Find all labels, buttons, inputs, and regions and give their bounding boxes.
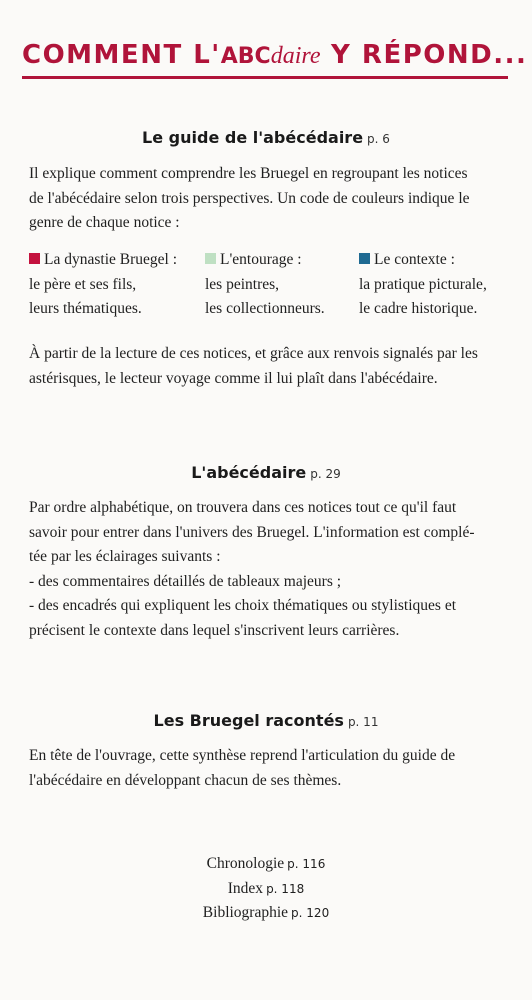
text-line: Par ordre alphabétique, on trouvera dans ces notices tout ce qu'il faut	[29, 499, 457, 516]
appendix-label: Index	[227, 879, 264, 897]
text-line: précisent le contexte dans lequel s'inscrivent leurs carrières.	[29, 621, 400, 639]
category-label-line	[205, 248, 325, 273]
appendix-item-chronologie	[0, 852, 532, 877]
list-item: - des encadrés qui expliquent les choix thématiques ou stylistiques et	[29, 597, 457, 614]
section-title-text: L'abécédaire	[191, 463, 307, 482]
text-line: Il explique comment comprendre les Bruegel en regroupant les notices	[29, 165, 468, 182]
text-line: l'abécédaire en développant chacun de ses thèmes.	[29, 771, 342, 789]
section-title-guide	[0, 128, 532, 147]
header-abc: ABC	[220, 44, 271, 69]
category-line: le père et ses fils,	[29, 275, 137, 293]
page-header	[22, 40, 528, 70]
section-title-abecedaire	[0, 463, 532, 482]
category-label-line	[29, 248, 177, 273]
text-line: genre de chaque notice :	[29, 214, 180, 231]
appendix-page-ref: p. 116	[287, 857, 326, 871]
category-column-dynasty	[29, 248, 177, 322]
guide-intro-paragraph	[29, 162, 497, 236]
text-line: À partir de la lecture de ces notices, et grâce aux renvois signalés par les	[29, 345, 478, 362]
section-title-racontes	[0, 711, 532, 730]
appendix-item-index	[0, 877, 532, 902]
section-page-ref: p. 6	[367, 132, 390, 146]
text-line: astérisques, le lecteur voyage comme il lui plaît dans l'abécédaire.	[29, 369, 438, 387]
header-text-part2: Y RÉPOND...	[320, 40, 528, 70]
racontes-paragraph	[29, 744, 497, 793]
text-line: tée par les éclairages suivants :	[29, 548, 221, 565]
guide-outro-paragraph	[29, 342, 497, 391]
category-label-line	[359, 248, 487, 273]
appendix-label: Bibliographie	[202, 904, 289, 921]
color-key-square	[205, 253, 216, 264]
header-daire: daire	[270, 43, 321, 69]
header-text-part1: COMMENT L'	[22, 40, 221, 70]
category-heading: Le contexte :	[374, 251, 455, 268]
category-heading: La dynastie Bruegel :	[44, 251, 177, 268]
appendix-page-ref: p. 118	[266, 881, 305, 896]
appendix-list	[0, 852, 532, 926]
category-line: le cadre historique.	[359, 300, 478, 317]
list-item: - des commentaires détaillés de tableaux majeurs ;	[29, 572, 342, 590]
text-line: savoir pour entrer dans l'univers des Bruegel. L'information est complé-	[29, 523, 475, 541]
abecedaire-paragraph	[29, 496, 497, 643]
header-rule	[22, 76, 508, 79]
category-heading: L'entourage :	[220, 251, 302, 268]
category-line: leurs thématiques.	[29, 300, 142, 317]
category-column-context	[359, 248, 487, 322]
text-line: En tête de l'ouvrage, cette synthèse reprend l'articulation du guide de	[29, 747, 456, 764]
section-page-ref: p. 11	[347, 715, 379, 729]
color-key-square	[29, 253, 40, 264]
category-line: les peintres,	[205, 275, 280, 293]
color-key-square	[359, 253, 370, 264]
appendix-page-ref: p. 120	[291, 906, 330, 920]
section-page-ref: p. 29	[310, 467, 341, 481]
category-line: la pratique picturale,	[359, 275, 487, 293]
text-line: de l'abécédaire selon trois perspectives. Un code de couleurs indique le	[29, 189, 470, 207]
section-title-text: Les Bruegel racontés	[153, 711, 344, 730]
category-line: les collectionneurs.	[205, 300, 325, 317]
appendix-item-bibliographie	[0, 901, 532, 926]
appendix-label: Chronologie	[206, 855, 285, 872]
category-column-entourage	[205, 248, 325, 322]
section-title-text: Le guide de l'abécédaire	[142, 128, 364, 147]
